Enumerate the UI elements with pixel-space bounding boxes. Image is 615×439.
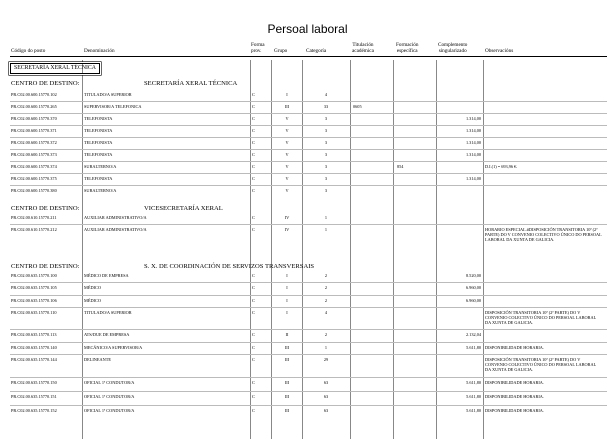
cell-obs: DISPONIBILIDADE HORARIA.: [485, 394, 544, 399]
cell-obs: DISPOSICIÓN TRANSITORIA 10ª (2ª PARTE) DO V CONVENIO COLECTIVO ÚNICO DO PERSOAL LABORAL DA XUNTA DE GALICIA.: [485, 310, 597, 325]
cell-grupo: III: [284, 104, 290, 109]
cell-obs: DISPONIBILIDADE HORARIA.: [485, 345, 544, 350]
cell-codigo: PR.C02.00.635.15770.150: [11, 380, 57, 385]
cell-complemento: 1.314,00: [465, 176, 481, 181]
cell-denominacion: OFICIAL 1ª CONDUTOR/A: [84, 380, 135, 385]
cell-grupo: I: [286, 285, 288, 290]
row-separator: [10, 113, 607, 114]
cell-categoria: 63: [323, 408, 329, 413]
cell-grupo: V: [285, 140, 289, 145]
cell-complemento: 1.314,00: [465, 116, 481, 121]
row-separator: [10, 185, 607, 186]
cell-titulacion: 0605: [353, 104, 362, 109]
cell-forma: C: [252, 128, 255, 133]
table-header: [0, 38, 615, 54]
cell-grupo: III: [284, 394, 290, 399]
row-separator: [10, 282, 607, 283]
col-denominacion: Denominación: [84, 48, 115, 54]
cell-forma: C: [252, 310, 255, 315]
row-separator: [10, 391, 607, 392]
cell-codigo: PR.C02.00.600.15770.102: [11, 92, 57, 97]
cell-grupo: V: [285, 176, 289, 181]
cell-formacion: 854: [397, 164, 404, 169]
cell-categoria: 2: [324, 273, 328, 278]
cell-complemento: 5.611,80: [466, 394, 481, 399]
cell-obs: DISPONIBILIDADE HORARIA.: [485, 408, 544, 413]
cell-codigo: PR.C02.00.600.15770.373: [11, 152, 57, 157]
row-separator: [10, 149, 607, 150]
row-separator: [10, 224, 607, 225]
cell-categoria: 1: [324, 345, 328, 350]
cell-denominacion: OFICIAL 1ª CONDUTOR/A: [84, 408, 135, 413]
cell-denominacion: TELEFONISTA: [84, 116, 113, 121]
centro-label: CENTRO DE DESTINO:: [11, 80, 80, 87]
cell-categoria: 63: [323, 394, 329, 399]
cell-codigo: PR.C02.00.635.15770.105: [11, 285, 57, 290]
row-separator: [10, 377, 607, 378]
cell-categoria: 3: [324, 140, 328, 145]
column-divider: [250, 60, 251, 439]
cell-denominacion: SUPERVISOR/A TELEFONICA: [84, 104, 142, 109]
cell-grupo: V: [285, 188, 289, 193]
col-titulacion: Titulación académica: [352, 42, 374, 54]
cell-denominacion: TITULADO/A SUPERIOR: [84, 310, 132, 315]
cell-forma: C: [252, 92, 255, 97]
cell-codigo: PR.C02.00.600.15770.370: [11, 116, 57, 121]
cell-denominacion: TELEFONISTA: [84, 152, 113, 157]
centro-label: CENTRO DE DESTINO:: [11, 263, 80, 270]
cell-forma: C: [252, 298, 255, 303]
cell-denominacion: AUXILIAR ADMINISTRATIVO/A: [84, 215, 147, 220]
column-divider: [393, 60, 394, 439]
cell-forma: C: [252, 285, 255, 290]
cell-grupo: I: [286, 310, 288, 315]
cell-denominacion: DELINEANTE: [84, 357, 111, 362]
row-separator: [10, 161, 607, 162]
cell-forma: C: [252, 227, 255, 232]
cell-grupo: III: [284, 380, 290, 385]
cell-forma: C: [252, 188, 255, 193]
centro-name: SECRETARÍA XERAL TÉCNICA: [144, 80, 238, 87]
document-title: Persoal laboral: [267, 22, 348, 36]
column-divider: [436, 60, 437, 439]
cell-denominacion: SUBALTERNO/A: [84, 164, 117, 169]
cell-categoria: 4: [324, 92, 328, 97]
cell-forma: C: [252, 380, 255, 385]
col-categoria: Categoría: [306, 48, 327, 54]
cell-denominacion: OFICIAL 1ª CONDUTOR/A: [84, 394, 135, 399]
cell-denominacion: TITULADO/A SUPERIOR: [84, 92, 132, 97]
col-forma: Forma prov.: [251, 42, 265, 54]
row-separator: [10, 137, 607, 138]
cell-complemento: 5.611,80: [466, 408, 481, 413]
row-separator: [10, 354, 607, 355]
header-rule: [10, 56, 607, 57]
cell-codigo: PR.C02.00.600.15770.374: [11, 164, 57, 169]
cell-complemento: 6.960,00: [465, 298, 481, 303]
cell-denominacion: MÉDICO: [84, 285, 101, 290]
cell-forma: C: [252, 116, 255, 121]
cell-complemento: 1.314,00: [465, 152, 481, 157]
cell-categoria: 3: [324, 188, 328, 193]
cell-codigo: PR.C02.00.600.15770.371: [11, 128, 57, 133]
col-codigo: Código do posto: [11, 48, 46, 54]
cell-codigo: PR.C02.00.635.15770.152: [11, 408, 57, 413]
cell-categoria: 33: [323, 104, 329, 109]
cell-complemento: 1.314,00: [465, 140, 481, 145]
cell-categoria: 2: [324, 332, 328, 337]
centro-label: CENTRO DE DESTINO:: [11, 205, 80, 212]
cell-categoria: 2: [324, 285, 328, 290]
cell-codigo: PR.C02.00.600.15770.380: [11, 188, 57, 193]
row-separator: [10, 295, 607, 296]
cell-grupo: V: [285, 164, 289, 169]
cell-obs: HORARIO ESPECIAL.#DISPOSICIÓN TRANSITORIA 10ª (2ª PARTE) DO V CONVENIO COLECTIVO ÚNICO DO PERSOAL LABORAL DA XUNTA DE GALICIA.: [485, 227, 602, 242]
cell-categoria: 1: [324, 227, 328, 232]
column-divider: [483, 60, 484, 439]
column-divider: [271, 60, 272, 439]
col-complemento: Complemento singularizado: [438, 42, 468, 54]
cell-denominacion: TELEFONISTA: [84, 128, 113, 133]
cell-denominacion: TELEFONISTA: [84, 140, 113, 145]
cell-categoria: 3: [324, 164, 328, 169]
cell-codigo: PR.C02.00.635.15770.140: [11, 345, 57, 350]
column-divider: [302, 60, 303, 439]
cell-grupo: II: [285, 332, 289, 337]
cell-codigo: PR.C02.00.635.15770.151: [11, 394, 57, 399]
cell-denominacion: ATS/DUE DE EMPRESA: [84, 332, 130, 337]
cell-grupo: I: [286, 273, 288, 278]
cell-categoria: 3: [324, 176, 328, 181]
cell-denominacion: TELEFONISTA: [84, 176, 113, 181]
cell-forma: C: [252, 215, 255, 220]
cell-grupo: V: [285, 152, 289, 157]
cell-grupo: IV: [284, 227, 290, 232]
row-separator: [10, 405, 607, 406]
cell-obs: D.I.(1) = 693,96 €.: [485, 164, 518, 169]
centro-name: S. X. DE COORDINACIÓN DE SERVIZOS TRANSVERSAIS: [144, 263, 315, 270]
cell-complemento: 5.611,80: [466, 345, 481, 350]
cell-forma: C: [252, 164, 255, 169]
cell-categoria: 3: [324, 152, 328, 157]
cell-obs: DISPONIBILIDADE HORARIA.: [485, 380, 544, 385]
centro-heading: [11, 205, 223, 212]
cell-categoria: 3: [324, 128, 328, 133]
row-separator: [10, 173, 607, 174]
cell-forma: C: [252, 140, 255, 145]
cell-obs: DISPOSICIÓN TRANSITORIA 10ª (2ª PARTE) DO V CONVENIO COLECTIVO ÚNICO DO PERSOAL LABORAL DA XUNTA DE GALICIA.: [485, 357, 597, 372]
cell-grupo: I: [286, 92, 288, 97]
cell-codigo: PR.C02.00.635.15770.113: [11, 332, 57, 337]
row-separator: [10, 307, 607, 308]
cell-complemento: 2.132,04: [465, 332, 481, 337]
cell-codigo: PR.C02.00.635.15770.144: [11, 357, 57, 362]
cell-denominacion: AUXILIAR ADMINISTRATIVO/A: [84, 227, 147, 232]
cell-grupo: III: [284, 408, 290, 413]
cell-forma: C: [252, 152, 255, 157]
row-separator: [10, 101, 607, 102]
cell-denominacion: SUBALTERNO/A: [84, 188, 117, 193]
cell-codigo: PR.C02.00.635.15770.100: [11, 273, 57, 278]
row-separator: [10, 342, 607, 343]
cell-grupo: I: [286, 298, 288, 303]
cell-forma: C: [252, 176, 255, 181]
cell-forma: C: [252, 104, 255, 109]
cell-complemento: 8.520,00: [465, 273, 481, 278]
cell-grupo: V: [285, 128, 289, 133]
cell-categoria: 3: [324, 116, 328, 121]
cell-forma: C: [252, 394, 255, 399]
cell-categoria: 2: [324, 298, 328, 303]
cell-complemento: 1.314,00: [465, 128, 481, 133]
col-formacion: Formación específica: [396, 42, 419, 54]
cell-grupo: III: [284, 357, 290, 362]
cell-grupo: IV: [284, 215, 290, 220]
cell-complemento: 5.611,80: [466, 380, 481, 385]
centro-heading: [11, 263, 315, 270]
cell-forma: C: [252, 273, 255, 278]
col-observacions: Observacións: [485, 48, 514, 54]
row-separator: [10, 125, 607, 126]
column-divider: [350, 60, 351, 439]
cell-forma: C: [252, 408, 255, 413]
cell-codigo: PR.C02.00.635.15770.106: [11, 298, 57, 303]
cell-codigo: PR.C02.00.610.15770.211: [11, 215, 57, 220]
row-separator: [10, 329, 607, 330]
cell-codigo: PR.C02.00.600.15770.375: [11, 176, 57, 181]
cell-codigo: PR.C02.00.610.15770.212: [11, 227, 57, 232]
centro-name: VICESECRETARÍA XERAL: [144, 205, 223, 212]
cell-categoria: 1: [324, 215, 328, 220]
centro-heading: [11, 80, 238, 87]
cell-grupo: V: [285, 116, 289, 121]
cell-complemento: 6.960,00: [465, 285, 481, 290]
cell-categoria: 63: [323, 380, 329, 385]
cell-forma: C: [252, 332, 255, 337]
cell-denominacion: MECÁNICO/A SUPERVISOR/A: [84, 345, 143, 350]
column-divider: [82, 60, 83, 439]
cell-codigo: PR.C02.00.635.15770.110: [11, 310, 57, 315]
cell-categoria: 4: [324, 310, 328, 315]
col-grupo: Grupo: [274, 48, 288, 54]
cell-grupo: III: [284, 345, 290, 350]
cell-forma: C: [252, 345, 255, 350]
cell-categoria: 29: [323, 357, 329, 362]
cell-codigo: PR.C02.00.600.15770.372: [11, 140, 57, 145]
cell-denominacion: MÉDICO DE EMPRESA: [84, 273, 129, 278]
cell-codigo: PR.C02.00.600.15770.265: [11, 104, 57, 109]
cell-denominacion: MÉDICO: [84, 298, 101, 303]
section-heading: SECRETARÍA XERAL TÉCNICA: [10, 63, 100, 74]
cell-forma: C: [252, 357, 255, 362]
